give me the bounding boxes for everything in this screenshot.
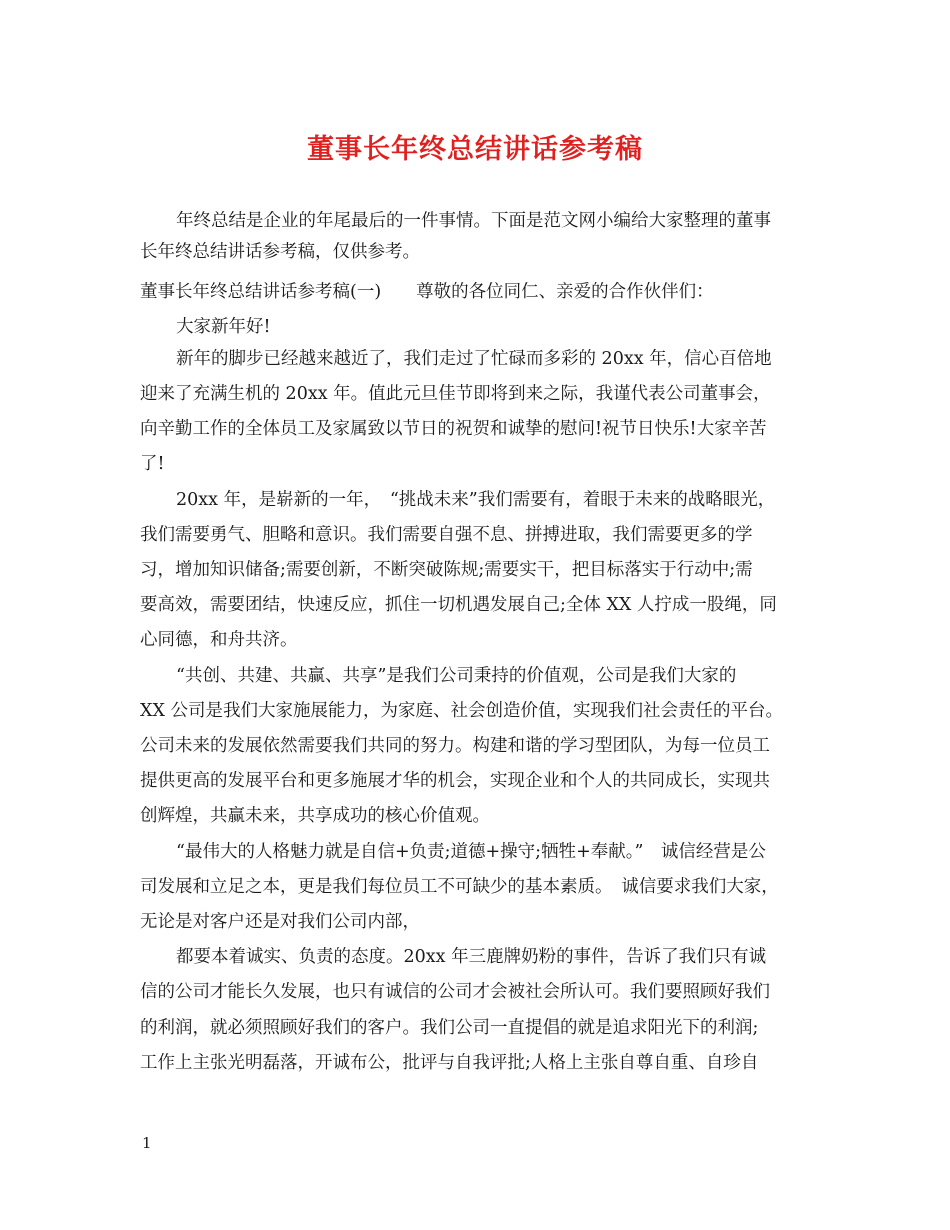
paragraph-line: 向辛勤工作的全体员工及家属致以节日的祝贺和诚挚的慰问!祝节日快乐!大家辛苦 <box>140 419 767 439</box>
paragraph-line: 董事长年终总结讲话参考稿(一) 尊敬的各位同仁、亲爱的合作伙伴们： <box>140 282 714 302</box>
paragraph-line: 要高效，需要团结，快速反应，抓住一切机遇发展自己;全体 XX 人拧成一股绳，同 <box>140 595 777 615</box>
paragraph-line: 信的公司才能长久发展，也只有诚信的公司才会被社会所认可。我们要照顾好我们 <box>140 982 770 1002</box>
paragraph-line: “共创、共建、共赢、共享”是我们公司秉持的价值观，公司是我们大家的 <box>176 666 737 686</box>
paragraph-line: XX 公司是我们大家施展能力，为家庭、社会创造价值，实现我们社会责任的平台。 <box>140 701 783 721</box>
page-number: 1 <box>142 1134 152 1152</box>
paragraph-line: 大家新年好! <box>176 317 271 337</box>
paragraph-line: 新年的脚步已经越来越近了，我们走过了忙碌而多彩的 20xx 年，信心百倍地 <box>176 349 772 369</box>
paragraph-line: 我们需要勇气、胆略和意识。我们需要自强不息、拼搏进取，我们需要更多的学 <box>140 525 753 545</box>
paragraph-line: 习，增加知识储备;需要创新，不断突破陈规;需要实干，把目标落实于行动中;需 <box>140 560 753 580</box>
paragraph-line: 工作上主张光明磊落，开诚布公，批评与自我评批;人格上主张自尊自重、自珍自 <box>140 1053 759 1073</box>
paragraph-line: 20xx 年，是崭新的一年， “挑战未来”我们需要有，着眼于未来的战略眼光， <box>176 490 776 510</box>
paragraph-line: 的利润，就必须照顾好我们的客户。我们公司一直提倡的就是追求阳光下的利润; <box>140 1018 759 1038</box>
paragraph-line: 都要本着诚实、负责的态度。20xx 年三鹿牌奶粉的事件，告诉了我们只有诚 <box>176 947 767 967</box>
paragraph-line: 创辉煌，共赢未来，共享成功的核心价值观。 <box>140 806 490 826</box>
paragraph-line: 年终总结是企业的年尾最后的一件事情。下面是范文网小编给大家整理的董事 <box>176 211 771 231</box>
paragraph-line: 无论是对客户还是对我们公司内部， <box>140 912 420 932</box>
paragraph-line: 迎来了充满生机的 20xx 年。值此元旦佳节即将到来之际，我谨代表公司董事会， <box>140 384 771 404</box>
paragraph-line: “最伟大的人格魅力就是自信+负责;道德+操守;牺牲+奉献。” 诚信经营是公 <box>176 842 766 862</box>
paragraph-line: 司发展和立足之本，更是我们每位员工不可缺少的基本素质。 诚信要求我们大家， <box>140 877 779 897</box>
paragraph-line: 提供更高的发展平台和更多施展才华的机会，实现企业和个人的共同成长，实现共 <box>140 771 770 791</box>
paragraph-line: 长年终总结讲话参考稿，仅供参考。 <box>140 242 420 262</box>
paragraph-line: 公司未来的发展依然需要我们共同的努力。构建和谐的学习型团队，为每一位员工 <box>140 736 770 756</box>
document-title: 董事长年终总结讲话参考稿 <box>307 134 643 165</box>
paragraph-line: 心同德，和舟共济。 <box>140 630 298 650</box>
paragraph-line: 了! <box>140 454 165 474</box>
